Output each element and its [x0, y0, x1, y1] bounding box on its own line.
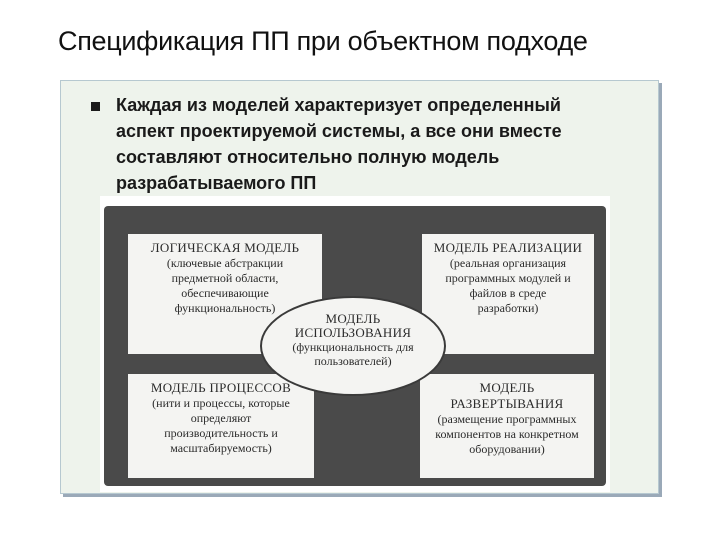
implementation-model-line: разработки) [477, 301, 539, 315]
usage-model-title: ИСПОЛЬЗОВАНИЯ [294, 325, 412, 340]
deployment-model-title: МОДЕЛЬ [479, 380, 535, 395]
slide-title: Спецификация ПП при объектном подходе [58, 26, 588, 56]
bullet-line: разрабатываемого ПП [116, 173, 317, 193]
bullet-line: аспект проектируемой системы, а все они вместе [116, 121, 562, 141]
process-model-box [128, 374, 314, 478]
logical-model-line: (ключевые абстракции [166, 256, 284, 270]
usage-model-line: пользователей) [314, 354, 392, 368]
logical-model-line: функциональность) [174, 301, 276, 315]
deployment-model-line: (размещение программных [437, 412, 577, 426]
deployment-model-line: компонентов на конкретном [435, 427, 579, 441]
implementation-model-line: (реальная организация [449, 256, 567, 270]
deployment-model-box [420, 374, 594, 478]
process-model-line: масштабируемость) [170, 441, 272, 455]
model-diagram [100, 196, 610, 492]
logical-model-line: предметной области, [171, 271, 279, 285]
implementation-model-title: МОДЕЛЬ РЕАЛИЗАЦИИ [433, 240, 583, 255]
logical-model-line: обеспечивающие [181, 286, 269, 300]
deployment-model-title: РАЗВЕРТЫВАНИЯ [450, 396, 564, 411]
implementation-model-line: программных модулей и [445, 271, 571, 285]
bullet-text [116, 92, 636, 196]
bullet-line: Каждая из моделей характеризует определенный [116, 95, 561, 115]
usage-model-title: МОДЕЛЬ [325, 311, 381, 326]
deployment-model-line: оборудовании) [469, 442, 545, 456]
diagram-frame [104, 206, 606, 486]
process-model-line: определяют [190, 411, 252, 425]
implementation-model-line: файлов в среде [469, 286, 547, 300]
bullet-line: составляют относительно полную модель [116, 147, 500, 167]
bullet-square-icon [91, 102, 100, 111]
logical-model-title: ЛОГИЧЕСКАЯ МОДЕЛЬ [150, 240, 300, 255]
process-model-title: МОДЕЛЬ ПРОЦЕССОВ [150, 380, 292, 395]
implementation-model-box [422, 234, 594, 354]
process-model-line: производительность и [164, 426, 278, 440]
process-model-line: (нити и процессы, которые [152, 396, 290, 410]
usage-model-line: (функциональность для [292, 340, 414, 354]
usage-model-oval [260, 296, 446, 396]
